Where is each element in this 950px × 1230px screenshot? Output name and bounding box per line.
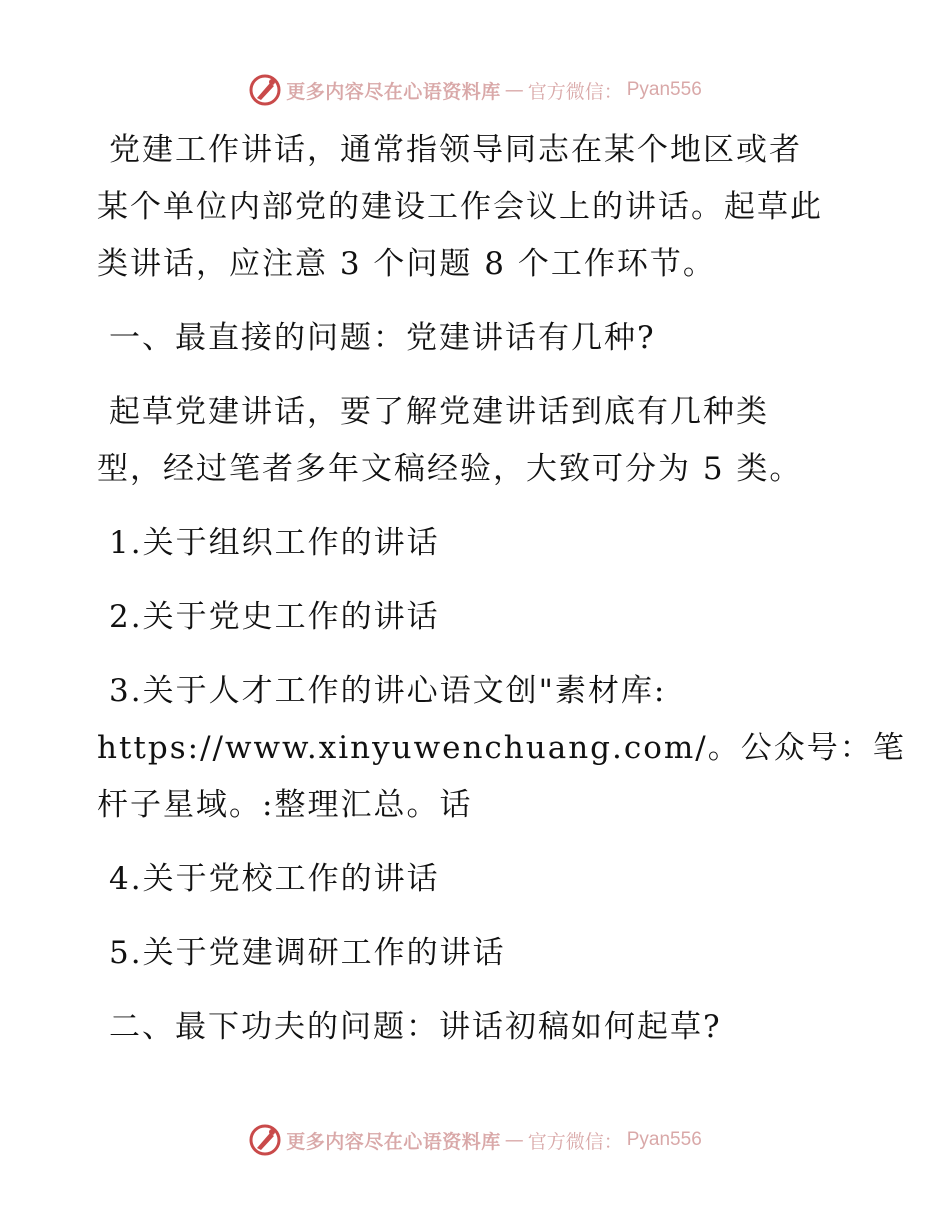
list-item-4: 4.关于党校工作的讲话 [109,861,440,897]
section1-para-line-2: 型，经过笔者多年文稿经验，大致可分为 5 类。 [97,451,803,487]
footer-watermark-banner [0,1120,950,1160]
watermark-wechat-label: 官方微信： [527,1130,623,1153]
list-item-3-line-1: 3.关于人才工作的讲心语文创"素材库: [109,673,667,709]
watermark-dash: — [504,79,524,101]
watermark-wechat-id: Pyan556 [626,79,702,100]
watermark-text: 更多内容尽在心语资料库 [286,1130,501,1153]
intro-line-1: 党建工作讲话，通常指领导同志在某个地区或者 [109,132,802,168]
section1-para-line-1: 起草党建讲话，要了解党建讲话到底有几种类 [109,394,769,430]
watermark-wechat-id: Pyan556 [626,1129,702,1150]
section2-title: 二、最下功夫的问题：讲话初稿如何起草? [109,1009,722,1045]
quill-seal-logo-icon [248,1123,282,1157]
watermark-text: 更多内容尽在心语资料库 [286,80,501,103]
document-body [97,122,906,1056]
quill-seal-logo-icon [248,73,282,107]
intro-line-2: 某个单位内部党的建设工作会议上的讲话。起草此 [97,189,823,225]
watermark-dash: — [504,1129,524,1151]
intro-line-3: 类讲话，应注意 3 个问题 8 个工作环节。 [97,246,716,282]
section1-title: 一、最直接的问题：党建讲话有几种? [109,320,656,356]
header-watermark-banner [0,70,950,110]
watermark-wechat-label: 官方微信： [527,80,623,103]
list-item-3-line-3: 杆子星域。:整理汇总。话 [97,787,473,823]
list-item-2: 2.关于党史工作的讲话 [109,599,440,635]
list-item-3-line-2: https://www.xinyuwenchuang.com/。公众号：笔 [97,730,906,766]
list-item-5: 5.关于党建调研工作的讲话 [109,935,506,971]
list-item-1: 1.关于组织工作的讲话 [109,525,440,561]
